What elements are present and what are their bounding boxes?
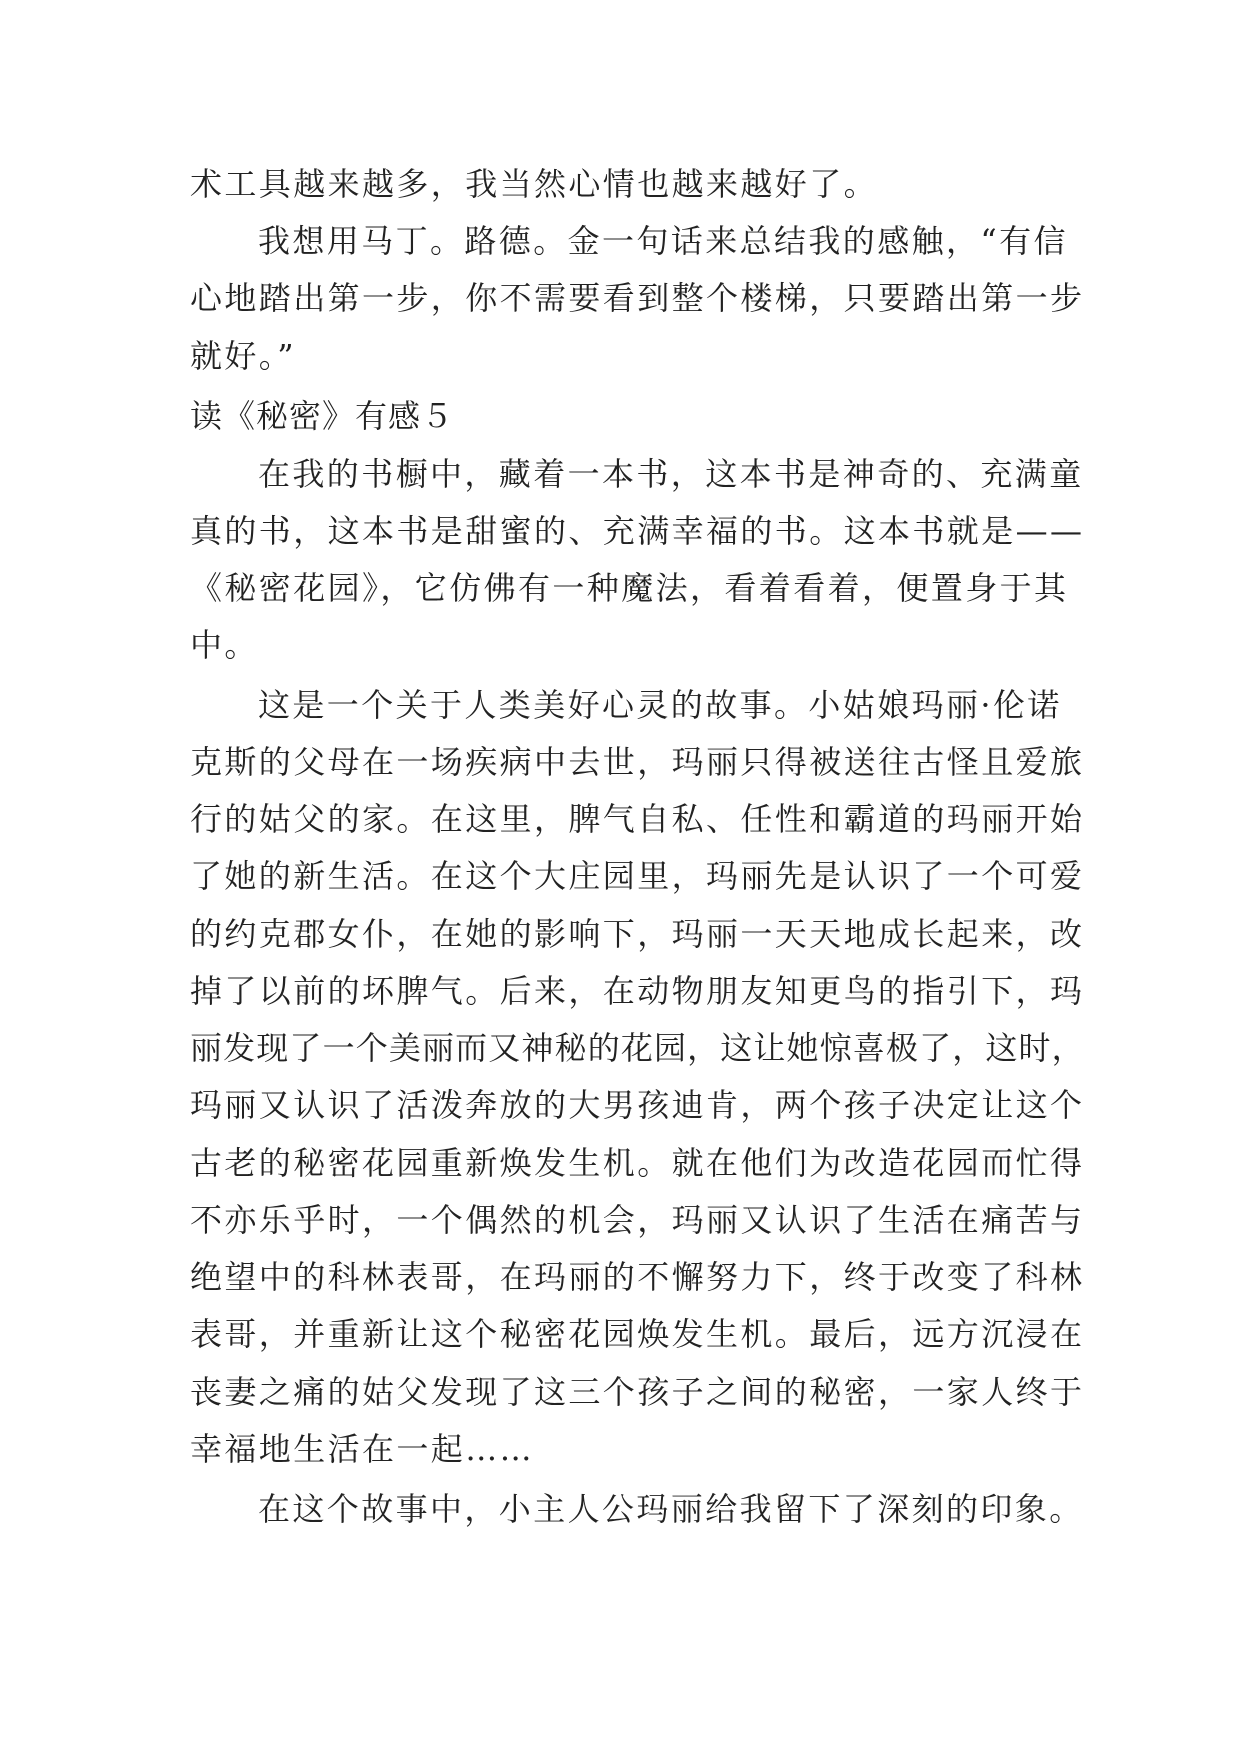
text-line: 不亦乐乎时，一个偶然的机会，玛丽又认识了生活在痛苦与 — [190, 1201, 1085, 1239]
text-line: 在我的书橱中，藏着一本书，这本书是神奇的、充满童 — [258, 455, 1084, 493]
text-line: 《秘密花园》，它仿佛有一种魔法，看着看着，便置身于其 — [190, 569, 1069, 607]
text-line: 真的书，这本书是甜蜜的、充满幸福的书。这本书就是—— — [190, 512, 1085, 550]
text-line: 行的姑父的家。在这里，脾气自私、任性和霸道的玛丽开始 — [190, 800, 1085, 838]
section-heading: 读《秘密》有感５ — [190, 397, 455, 435]
text-line: 掉了以前的坏脾气。后来，在动物朋友知更鸟的指引下，玛 — [190, 972, 1085, 1010]
text-line: 表哥，并重新让这个秘密花园焕发生机。最后，远方沉浸在 — [190, 1315, 1085, 1353]
text-line: 心地踏出第一步，你不需要看到整个楼梯，只要踏出第一步 — [190, 279, 1085, 317]
text-line: 我想用马丁。路德。金一句话来总结我的感触，“有信 — [258, 222, 1068, 260]
text-line: 的约克郡女仆，在她的影响下，玛丽一天天地成长起来，改 — [190, 915, 1085, 953]
text-line: 中。 — [190, 626, 259, 664]
text-line: 术工具越来越多，我当然心情也越来越好了。 — [190, 165, 879, 203]
text-line: 克斯的父母在一场疾病中去世，玛丽只得被送往古怪且爱旅 — [190, 743, 1085, 781]
text-line: 丧妻之痛的姑父发现了这三个孩子之间的秘密，一家人终于 — [190, 1373, 1085, 1411]
text-line: 就好。” — [190, 337, 296, 375]
text-line: 幸福地生活在一起…… — [190, 1430, 535, 1468]
text-line: 了她的新生活。在这个大庄园里，玛丽先是认识了一个可爱 — [190, 857, 1085, 895]
text-line: 在这个故事中，小主人公玛丽给我留下了深刻的印象。 — [258, 1490, 1084, 1528]
text-line: 这是一个关于人类美好心灵的故事。小姑娘玛丽·伦诺 — [258, 686, 1062, 724]
text-line: 古老的秘密花园重新焕发生机。就在他们为改造花园而忙得 — [190, 1144, 1085, 1182]
text-line: 玛丽又认识了活泼奔放的大男孩迪肯，两个孩子决定让这个 — [190, 1086, 1085, 1124]
text-line: 绝望中的科林表哥，在玛丽的不懈努力下，终于改变了科林 — [190, 1258, 1085, 1296]
text-line: 丽发现了一个美丽而又神秘的花园，这让她惊喜极了，这时， — [190, 1029, 1085, 1067]
